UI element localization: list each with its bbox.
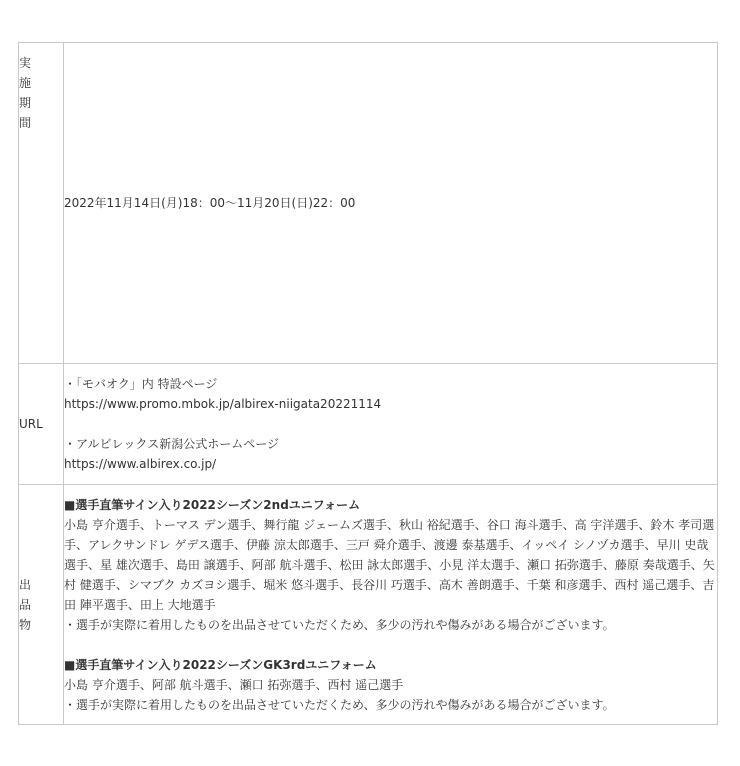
period-text: 2022年11月14日(月)18：00〜11月20日(日)22：00	[64, 196, 356, 210]
row-period	[19, 43, 718, 364]
label-period: 実施期間	[19, 56, 32, 130]
item1-heading: ■選手直筆サイン入り2022シーズン2ndユニフォーム	[64, 497, 361, 512]
label-items: 出品物	[19, 577, 32, 632]
row-items	[19, 485, 718, 725]
item1-note: ・選手が実際に着用したものを出品させていただくため、多少の汚れや傷みがある場合がございます。	[64, 617, 615, 632]
row-url	[19, 364, 718, 485]
label-url: URL	[19, 417, 43, 431]
site1-title: ・「モバオク」内 特設ページ	[64, 377, 218, 391]
label-cell-url	[19, 364, 64, 485]
spacer	[64, 635, 717, 655]
content-cell-period	[64, 43, 718, 364]
label-cell-items	[19, 485, 64, 725]
item2-players: 小島 亨介選手、阿部 航斗選手、瀬口 拓弥選手、西村 遥己選手	[64, 677, 404, 692]
spacer	[64, 414, 717, 434]
item2-note: ・選手が実際に着用したものを出品させていただくため、多少の汚れや傷みがある場合がございます。	[64, 697, 615, 712]
item2-heading: ■選手直筆サイン入り2022シーズンGK3rdユニフォーム	[64, 657, 377, 672]
site1-url-link[interactable]: https://www.promo.mbok.jp/albirex-niigata20221114	[64, 397, 382, 411]
content-cell-url	[64, 364, 718, 485]
info-table	[18, 42, 718, 725]
label-cell-period	[19, 43, 64, 364]
item1-players: 小島 亨介選手、トーマス デン選手、舞行龍 ジェームズ選手、秋山 裕紀選手、谷口 海斗選手、高 宇洋選手、鈴木 孝司選手、アレクサンドレ ゲデス選手、伊藤 涼太郎選手、三戸 舜介選手、渡邊 泰基選手、イッペイ シノヅカ選手、早川 史哉選手、星 雄次選手、島田 譲選手、阿部 航斗選手、松田 詠太郎選手、小見 洋太選手、瀬口 拓弥選手、藤原 奏哉選手、矢村 健選手、シマブク カズヨシ選手、堀米 悠斗選手、長谷川 巧選手、高木 善朗選手、千葉 和彦選手、西村 遥己選手、吉田 陣平選手、田上 大地選手	[64, 517, 715, 612]
site2-url-link[interactable]: https://www.albirex.co.jp/	[64, 457, 217, 471]
content-cell-items	[64, 485, 718, 725]
site2-title: ・アルビレックス新潟公式ホームページ	[64, 437, 280, 451]
